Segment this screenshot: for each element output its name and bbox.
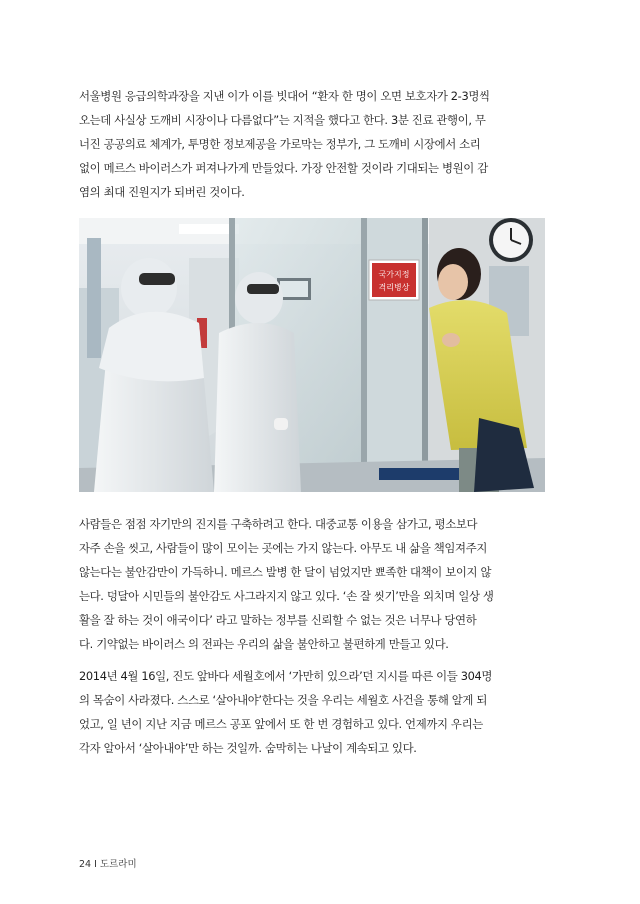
paragraph-line: 않는다는 불안감만이 가득하니. 메르스 발병 한 달이 넘었지만 뾰족한 대책이 보이지 않 [79, 565, 492, 579]
paragraph-line: 각자 알아서 ‘살아내야’만 하는 것일까. 숨막히는 나날이 계속되고 있다. [79, 741, 417, 755]
paragraph-line: 었고, 일 년이 지난 지금 메르스 공포 앞에서 또 한 번 경험하고 있다. 언제까지 우리는 [79, 717, 483, 731]
paragraph-line: 없이 메르스 바이러스가 퍼져나가게 만들었다. 가장 안전할 것이라 기대되는 병원이 감 [79, 161, 488, 175]
paragraph-line: 사람들은 점점 자기만의 진지를 구축하려고 한다. 대중교통 이용을 삼가고, 평소보다 [79, 517, 478, 531]
isolation-sign-text: 국가지정 [378, 270, 410, 279]
paragraph-line: 서울병원 응급의학과장을 지낸 이가 이를 빗대어 “환자 한 명이 오면 보호자가 2-3명씩 [79, 89, 490, 103]
paragraph-line: 는다. 덩달아 시민들의 불안감도 사그라지지 않고 있다. ‘손 잘 씻기’만을 외치며 일상 생 [79, 589, 494, 603]
paragraph-line: 오는데 사실상 도깨비 시장이나 다름없다”는 지적을 했다고 한다. 3분 진료 관행이, 무 [79, 113, 486, 127]
paragraph-line: 2014년 4월 16일, 진도 앞바다 세월호에서 ‘가만히 있으라’던 지시를 따른 이들 304명 [79, 669, 493, 683]
page-footer: 24 I 도르라미 [79, 859, 137, 870]
paragraph-line: 너진 공공의료 체계가, 투명한 정보제공을 가로막는 정부가, 그 도깨비 시장에서 소리 [79, 137, 481, 151]
paragraph-line: 염의 최대 진원지가 되버린 것이다. [79, 185, 245, 199]
paragraph-line: 다. 기약없는 바이러스 의 전파는 우리의 삶을 불안하고 불편하게 만들고 있다. [79, 637, 449, 651]
paragraph-line: 활을 잘 하는 것이 애국이다’ 라고 말하는 정부를 신뢰할 수 없는 것은 너무나 당연하 [79, 613, 477, 627]
isolation-sign-text-2: 격리병상 [378, 283, 410, 292]
paragraph-2 [79, 512, 562, 656]
paragraph-line: 자주 손을 씻고, 사람들이 많이 모이는 곳에는 가지 않는다. 아무도 내 삶을 책임져주지 [79, 541, 488, 555]
paragraph-3 [79, 664, 562, 760]
paragraph-line: 의 목숨이 사라졌다. 스스로 ‘살아내야’한다는 것을 우리는 세월호 사건을 통해 알게 되 [79, 693, 488, 707]
paragraph-1 [79, 84, 562, 204]
news-photo [79, 218, 545, 492]
